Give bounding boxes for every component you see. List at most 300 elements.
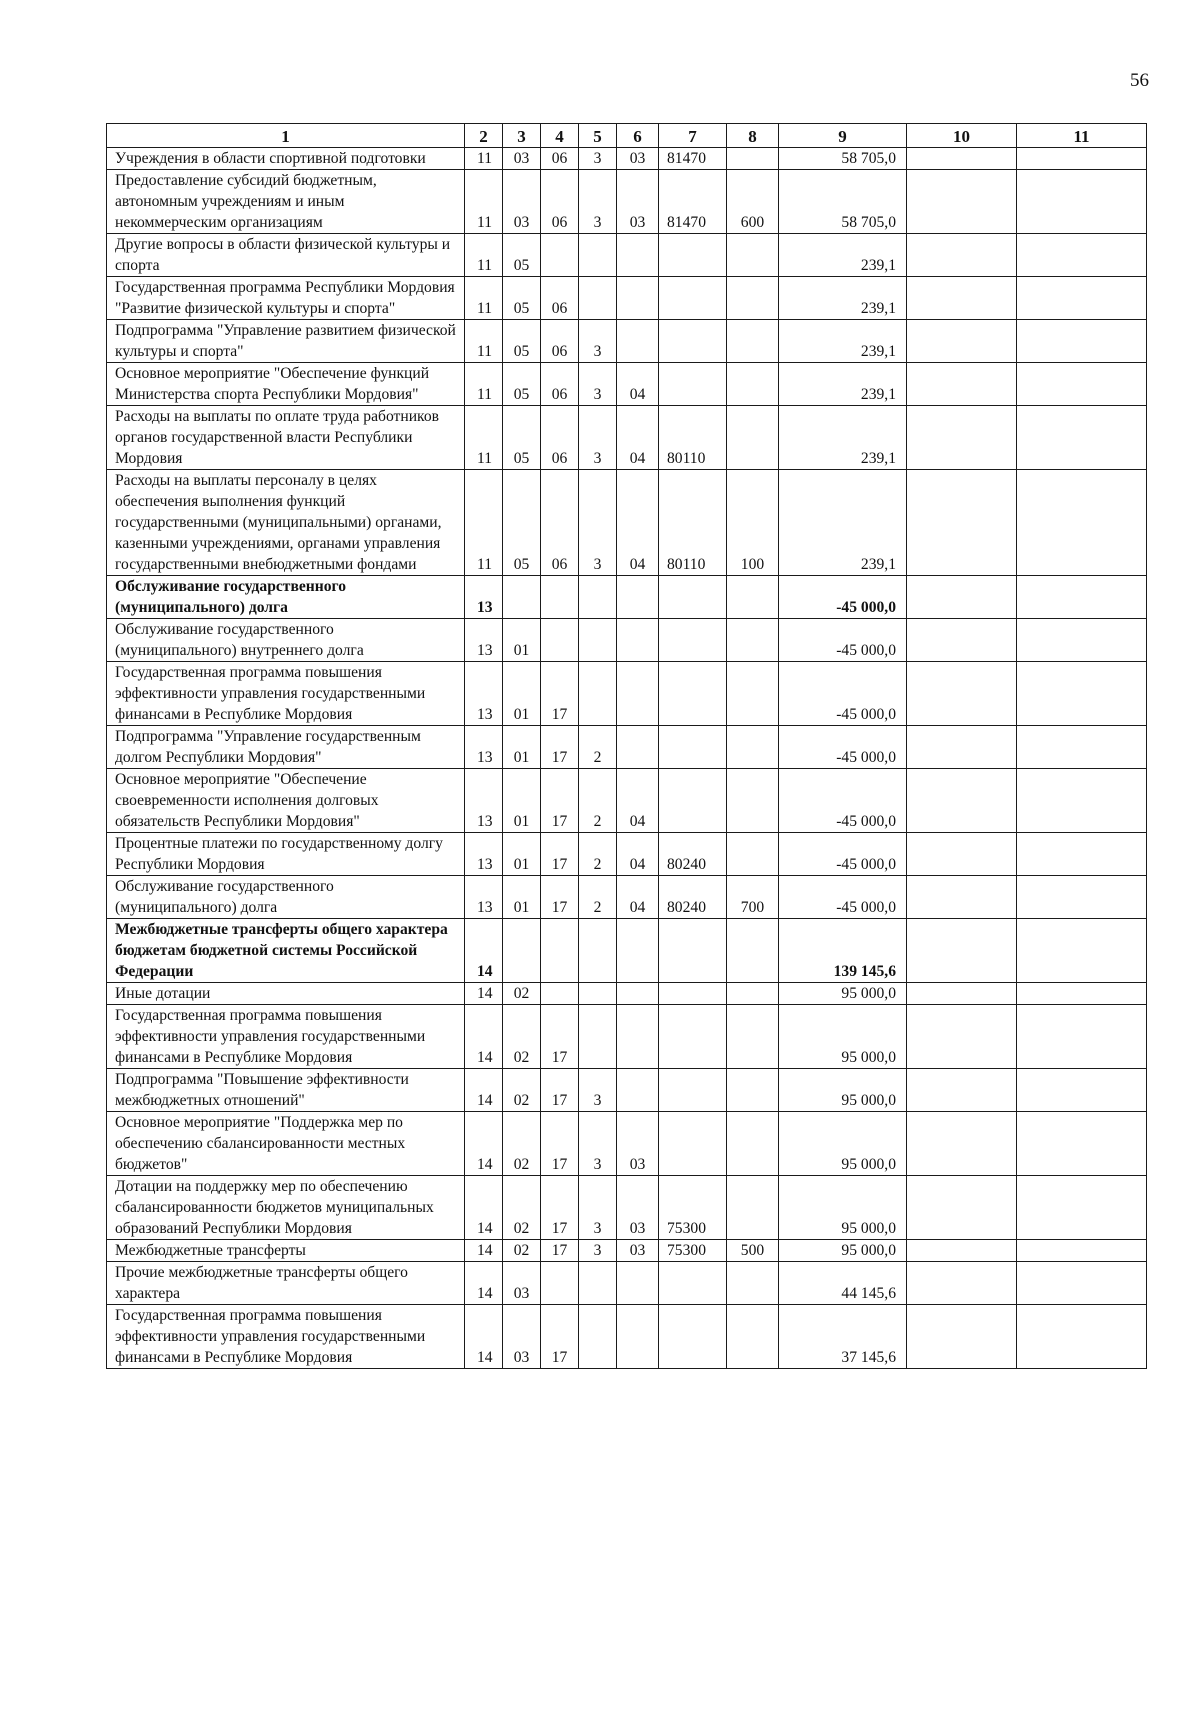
section-code-cell: 14: [465, 1240, 503, 1262]
row-name-cell: Основное мероприятие "Обеспечение функций Министерства спорта Республики Мордовия": [107, 363, 465, 406]
column-header: 10: [907, 124, 1017, 148]
amount-cell: -45 000,0: [779, 619, 907, 662]
table-row: [107, 1240, 1147, 1262]
page-number: 56: [1130, 70, 1149, 91]
expense-type-cell: [727, 234, 779, 277]
column-11-cell: [1017, 769, 1147, 833]
expense-type-cell: [727, 1176, 779, 1240]
subprogram-code-cell: 3: [579, 148, 617, 170]
amount-cell: 58 705,0: [779, 148, 907, 170]
row-name-cell: Обслуживание государственного (муниципального) внутреннего долга: [107, 619, 465, 662]
expense-type-cell: 100: [727, 470, 779, 576]
column-11-cell: [1017, 1262, 1147, 1305]
column-header: 8: [727, 124, 779, 148]
amount-cell: 239,1: [779, 277, 907, 320]
column-10-cell: [907, 619, 1017, 662]
subprogram-code-cell: [579, 277, 617, 320]
expense-type-cell: [727, 983, 779, 1005]
direction-code-cell: [659, 1305, 727, 1369]
section-code-cell: 13: [465, 662, 503, 726]
row-name-cell: Прочие межбюджетные трансферты общего характера: [107, 1262, 465, 1305]
subprogram-code-cell: 3: [579, 1112, 617, 1176]
table-row: [107, 919, 1147, 983]
column-11-cell: [1017, 234, 1147, 277]
row-name-cell: Государственная программа повышения эффективности управления государственными финансами в Республике Мордовия: [107, 1005, 465, 1069]
subsection-code-cell: 05: [503, 470, 541, 576]
section-code-cell: 14: [465, 1305, 503, 1369]
table-row: [107, 662, 1147, 726]
activity-code-cell: 03: [617, 1176, 659, 1240]
column-10-cell: [907, 470, 1017, 576]
subprogram-code-cell: [579, 576, 617, 619]
activity-code-cell: 04: [617, 406, 659, 470]
column-11-cell: [1017, 1240, 1147, 1262]
column-11-cell: [1017, 406, 1147, 470]
program-code-cell: [541, 919, 579, 983]
direction-code-cell: [659, 619, 727, 662]
row-name-cell: Расходы на выплаты персоналу в целях обеспечения выполнения функций государственными (муниципальными) органами, казенными учреждениями, органами управления государственными внебюджетными фондами: [107, 470, 465, 576]
table-row: [107, 1305, 1147, 1369]
column-11-cell: [1017, 470, 1147, 576]
amount-cell: 37 145,6: [779, 1305, 907, 1369]
program-code-cell: 17: [541, 769, 579, 833]
column-10-cell: [907, 726, 1017, 769]
direction-code-cell: 75300: [659, 1240, 727, 1262]
amount-cell: 95 000,0: [779, 983, 907, 1005]
row-name-cell: Государственная программа Республики Мордовия "Развитие физической культуры и спорта": [107, 277, 465, 320]
expense-type-cell: [727, 1112, 779, 1176]
direction-code-cell: [659, 277, 727, 320]
amount-cell: 139 145,6: [779, 919, 907, 983]
column-10-cell: [907, 148, 1017, 170]
amount-cell: 239,1: [779, 406, 907, 470]
section-code-cell: 14: [465, 919, 503, 983]
subsection-code-cell: 01: [503, 619, 541, 662]
subprogram-code-cell: 2: [579, 726, 617, 769]
activity-code-cell: 04: [617, 769, 659, 833]
program-code-cell: [541, 619, 579, 662]
expense-type-cell: [727, 833, 779, 876]
subprogram-code-cell: 3: [579, 1176, 617, 1240]
direction-code-cell: [659, 1005, 727, 1069]
expense-type-cell: [727, 406, 779, 470]
direction-code-cell: 75300: [659, 1176, 727, 1240]
subsection-code-cell: 02: [503, 1112, 541, 1176]
table-row: [107, 576, 1147, 619]
subprogram-code-cell: 3: [579, 320, 617, 363]
subsection-code-cell: 02: [503, 1176, 541, 1240]
expense-type-cell: [727, 320, 779, 363]
table-row: [107, 1176, 1147, 1240]
column-10-cell: [907, 234, 1017, 277]
column-10-cell: [907, 1305, 1017, 1369]
activity-code-cell: [617, 1005, 659, 1069]
direction-code-cell: [659, 1069, 727, 1112]
activity-code-cell: [617, 234, 659, 277]
activity-code-cell: [617, 1305, 659, 1369]
column-10-cell: [907, 1069, 1017, 1112]
subprogram-code-cell: [579, 919, 617, 983]
activity-code-cell: 03: [617, 1240, 659, 1262]
expense-type-cell: [727, 576, 779, 619]
program-code-cell: [541, 234, 579, 277]
program-code-cell: [541, 983, 579, 1005]
expense-type-cell: [727, 769, 779, 833]
direction-code-cell: [659, 983, 727, 1005]
subprogram-code-cell: [579, 1262, 617, 1305]
direction-code-cell: [659, 1112, 727, 1176]
subprogram-code-cell: 3: [579, 406, 617, 470]
activity-code-cell: 03: [617, 170, 659, 234]
activity-code-cell: 04: [617, 876, 659, 919]
column-11-cell: [1017, 1305, 1147, 1369]
expense-type-cell: [727, 1069, 779, 1112]
subsection-code-cell: 01: [503, 833, 541, 876]
row-name-cell: Межбюджетные трансферты: [107, 1240, 465, 1262]
direction-code-cell: [659, 234, 727, 277]
column-11-cell: [1017, 576, 1147, 619]
program-code-cell: 17: [541, 726, 579, 769]
column-10-cell: [907, 1005, 1017, 1069]
section-code-cell: 14: [465, 1005, 503, 1069]
expense-type-cell: [727, 1005, 779, 1069]
row-name-cell: Учреждения в области спортивной подготовки: [107, 148, 465, 170]
activity-code-cell: 04: [617, 470, 659, 576]
subsection-code-cell: 02: [503, 1069, 541, 1112]
subprogram-code-cell: [579, 234, 617, 277]
amount-cell: -45 000,0: [779, 769, 907, 833]
direction-code-cell: [659, 769, 727, 833]
row-name-cell: Дотации на поддержку мер по обеспечению сбалансированности бюджетов муниципальных образований Республики Мордовия: [107, 1176, 465, 1240]
expense-type-cell: [727, 619, 779, 662]
subsection-code-cell: 02: [503, 1005, 541, 1069]
activity-code-cell: 03: [617, 1112, 659, 1176]
column-10-cell: [907, 277, 1017, 320]
subprogram-code-cell: [579, 983, 617, 1005]
section-code-cell: 11: [465, 470, 503, 576]
table-row: [107, 1112, 1147, 1176]
expense-type-cell: [727, 148, 779, 170]
activity-code-cell: [617, 726, 659, 769]
column-header: 11: [1017, 124, 1147, 148]
subsection-code-cell: 03: [503, 1262, 541, 1305]
program-code-cell: 06: [541, 148, 579, 170]
program-code-cell: 06: [541, 277, 579, 320]
subprogram-code-cell: 3: [579, 1240, 617, 1262]
amount-cell: -45 000,0: [779, 662, 907, 726]
column-11-cell: [1017, 833, 1147, 876]
program-code-cell: 17: [541, 1112, 579, 1176]
program-code-cell: 17: [541, 1176, 579, 1240]
subprogram-code-cell: [579, 1305, 617, 1369]
column-10-cell: [907, 406, 1017, 470]
column-10-cell: [907, 1176, 1017, 1240]
section-code-cell: 13: [465, 619, 503, 662]
column-header: 4: [541, 124, 579, 148]
amount-cell: 95 000,0: [779, 1240, 907, 1262]
program-code-cell: 17: [541, 662, 579, 726]
expense-type-cell: [727, 277, 779, 320]
program-code-cell: 17: [541, 833, 579, 876]
direction-code-cell: 80110: [659, 406, 727, 470]
expense-type-cell: 500: [727, 1240, 779, 1262]
program-code-cell: 06: [541, 170, 579, 234]
activity-code-cell: [617, 576, 659, 619]
amount-cell: 58 705,0: [779, 170, 907, 234]
column-11-cell: [1017, 1005, 1147, 1069]
subsection-code-cell: 01: [503, 662, 541, 726]
program-code-cell: 17: [541, 1305, 579, 1369]
amount-cell: 95 000,0: [779, 1176, 907, 1240]
subsection-code-cell: 05: [503, 320, 541, 363]
column-11-cell: [1017, 1176, 1147, 1240]
subsection-code-cell: 03: [503, 170, 541, 234]
amount-cell: -45 000,0: [779, 833, 907, 876]
row-name-cell: Государственная программа повышения эффективности управления государственными финансами в Республике Мордовия: [107, 662, 465, 726]
amount-cell: 95 000,0: [779, 1112, 907, 1176]
column-header-row: [107, 124, 1147, 148]
column-11-cell: [1017, 320, 1147, 363]
row-name-cell: Обслуживание государственного (муниципального) долга: [107, 576, 465, 619]
column-11-cell: [1017, 619, 1147, 662]
column-10-cell: [907, 876, 1017, 919]
column-11-cell: [1017, 662, 1147, 726]
subprogram-code-cell: 3: [579, 170, 617, 234]
activity-code-cell: [617, 277, 659, 320]
subprogram-code-cell: [579, 662, 617, 726]
activity-code-cell: [617, 619, 659, 662]
subsection-code-cell: 05: [503, 277, 541, 320]
expense-type-cell: [727, 1305, 779, 1369]
subprogram-code-cell: 3: [579, 470, 617, 576]
section-code-cell: 13: [465, 726, 503, 769]
table-row: [107, 876, 1147, 919]
subsection-code-cell: 01: [503, 726, 541, 769]
column-11-cell: [1017, 148, 1147, 170]
subsection-code-cell: 01: [503, 769, 541, 833]
column-10-cell: [907, 662, 1017, 726]
program-code-cell: 06: [541, 470, 579, 576]
row-name-cell: Подпрограмма "Управление государственным долгом Республики Мордовия": [107, 726, 465, 769]
amount-cell: 239,1: [779, 234, 907, 277]
activity-code-cell: 04: [617, 363, 659, 406]
column-11-cell: [1017, 876, 1147, 919]
expense-type-cell: [727, 919, 779, 983]
row-name-cell: Предоставление субсидий бюджетным, автономным учреждениям и иным некоммерческим организациям: [107, 170, 465, 234]
table-row: [107, 234, 1147, 277]
table-row: [107, 983, 1147, 1005]
column-11-cell: [1017, 170, 1147, 234]
activity-code-cell: [617, 919, 659, 983]
table-row: [107, 148, 1147, 170]
program-code-cell: [541, 1262, 579, 1305]
column-10-cell: [907, 1112, 1017, 1176]
row-name-cell: Основное мероприятие "Обеспечение своевременности исполнения долговых обязательств Республики Мордовия": [107, 769, 465, 833]
table-row: [107, 470, 1147, 576]
direction-code-cell: 80110: [659, 470, 727, 576]
table-row: [107, 619, 1147, 662]
section-code-cell: 14: [465, 1176, 503, 1240]
subprogram-code-cell: 2: [579, 769, 617, 833]
amount-cell: -45 000,0: [779, 576, 907, 619]
column-11-cell: [1017, 726, 1147, 769]
section-code-cell: 11: [465, 170, 503, 234]
amount-cell: 95 000,0: [779, 1069, 907, 1112]
section-code-cell: 11: [465, 363, 503, 406]
column-10-cell: [907, 919, 1017, 983]
column-header: 7: [659, 124, 727, 148]
activity-code-cell: [617, 983, 659, 1005]
subprogram-code-cell: 2: [579, 876, 617, 919]
program-code-cell: 06: [541, 406, 579, 470]
direction-code-cell: [659, 363, 727, 406]
program-code-cell: 06: [541, 363, 579, 406]
subsection-code-cell: 05: [503, 406, 541, 470]
activity-code-cell: 04: [617, 833, 659, 876]
table-row: [107, 833, 1147, 876]
row-name-cell: Основное мероприятие "Поддержка мер по обеспечению сбалансированности местных бюджетов": [107, 1112, 465, 1176]
row-name-cell: Государственная программа повышения эффективности управления государственными финансами в Республике Мордовия: [107, 1305, 465, 1369]
expense-type-cell: 700: [727, 876, 779, 919]
row-name-cell: Обслуживание государственного (муниципального) долга: [107, 876, 465, 919]
row-name-cell: Расходы на выплаты по оплате труда работников органов государственной власти Республики Мордовия: [107, 406, 465, 470]
activity-code-cell: [617, 662, 659, 726]
column-header: 6: [617, 124, 659, 148]
program-code-cell: 17: [541, 1069, 579, 1112]
subsection-code-cell: 03: [503, 148, 541, 170]
section-code-cell: 11: [465, 320, 503, 363]
subsection-code-cell: 03: [503, 1305, 541, 1369]
direction-code-cell: 81470: [659, 148, 727, 170]
row-name-cell: Подпрограмма "Повышение эффективности межбюджетных отношений": [107, 1069, 465, 1112]
subsection-code-cell: 05: [503, 234, 541, 277]
section-code-cell: 11: [465, 234, 503, 277]
subprogram-code-cell: 3: [579, 363, 617, 406]
section-code-cell: 13: [465, 769, 503, 833]
program-code-cell: 17: [541, 1240, 579, 1262]
table-row: [107, 406, 1147, 470]
column-header: 9: [779, 124, 907, 148]
section-code-cell: 13: [465, 576, 503, 619]
table-row: [107, 769, 1147, 833]
activity-code-cell: [617, 320, 659, 363]
column-10-cell: [907, 576, 1017, 619]
direction-code-cell: [659, 726, 727, 769]
activity-code-cell: [617, 1069, 659, 1112]
column-header: 2: [465, 124, 503, 148]
section-code-cell: 14: [465, 983, 503, 1005]
subsection-code-cell: [503, 576, 541, 619]
amount-cell: 239,1: [779, 470, 907, 576]
table-row: [107, 1069, 1147, 1112]
column-11-cell: [1017, 1112, 1147, 1176]
row-name-cell: Иные дотации: [107, 983, 465, 1005]
column-11-cell: [1017, 277, 1147, 320]
amount-cell: -45 000,0: [779, 876, 907, 919]
expense-type-cell: [727, 1262, 779, 1305]
subsection-code-cell: 05: [503, 363, 541, 406]
table-row: [107, 277, 1147, 320]
column-11-cell: [1017, 1069, 1147, 1112]
table-row: [107, 363, 1147, 406]
row-name-cell: Другие вопросы в области физической культуры и спорта: [107, 234, 465, 277]
column-11-cell: [1017, 919, 1147, 983]
table-row: [107, 1005, 1147, 1069]
column-11-cell: [1017, 983, 1147, 1005]
table-row: [107, 726, 1147, 769]
table-row: [107, 1262, 1147, 1305]
section-code-cell: 11: [465, 406, 503, 470]
section-code-cell: 11: [465, 277, 503, 320]
subsection-code-cell: 02: [503, 1240, 541, 1262]
subsection-code-cell: [503, 919, 541, 983]
amount-cell: 44 145,6: [779, 1262, 907, 1305]
column-10-cell: [907, 1262, 1017, 1305]
column-header: 5: [579, 124, 617, 148]
direction-code-cell: [659, 576, 727, 619]
direction-code-cell: [659, 320, 727, 363]
program-code-cell: 17: [541, 876, 579, 919]
amount-cell: 239,1: [779, 363, 907, 406]
row-name-cell: Подпрограмма "Управление развитием физической культуры и спорта": [107, 320, 465, 363]
direction-code-cell: [659, 919, 727, 983]
section-code-cell: 11: [465, 148, 503, 170]
section-code-cell: 14: [465, 1262, 503, 1305]
column-10-cell: [907, 769, 1017, 833]
section-code-cell: 13: [465, 876, 503, 919]
table-body: [107, 148, 1147, 1369]
subprogram-code-cell: [579, 619, 617, 662]
section-code-cell: 14: [465, 1069, 503, 1112]
subprogram-code-cell: 3: [579, 1069, 617, 1112]
expense-type-cell: [727, 726, 779, 769]
amount-cell: 239,1: [779, 320, 907, 363]
column-10-cell: [907, 363, 1017, 406]
column-10-cell: [907, 320, 1017, 363]
subprogram-code-cell: 2: [579, 833, 617, 876]
table-row: [107, 320, 1147, 363]
section-code-cell: 13: [465, 833, 503, 876]
expense-type-cell: [727, 662, 779, 726]
column-10-cell: [907, 170, 1017, 234]
table-row: [107, 170, 1147, 234]
amount-cell: -45 000,0: [779, 726, 907, 769]
column-header: 1: [107, 124, 465, 148]
column-header: 3: [503, 124, 541, 148]
activity-code-cell: 03: [617, 148, 659, 170]
column-11-cell: [1017, 363, 1147, 406]
budget-table: [106, 123, 1147, 1369]
direction-code-cell: 80240: [659, 876, 727, 919]
subsection-code-cell: 02: [503, 983, 541, 1005]
column-10-cell: [907, 983, 1017, 1005]
row-name-cell: Процентные платежи по государственному долгу Республики Мордовия: [107, 833, 465, 876]
direction-code-cell: [659, 1262, 727, 1305]
direction-code-cell: [659, 662, 727, 726]
activity-code-cell: [617, 1262, 659, 1305]
column-10-cell: [907, 833, 1017, 876]
expense-type-cell: [727, 363, 779, 406]
program-code-cell: 06: [541, 320, 579, 363]
amount-cell: 95 000,0: [779, 1005, 907, 1069]
subsection-code-cell: 01: [503, 876, 541, 919]
section-code-cell: 14: [465, 1112, 503, 1176]
column-10-cell: [907, 1240, 1017, 1262]
expense-type-cell: 600: [727, 170, 779, 234]
row-name-cell: Межбюджетные трансферты общего характера бюджетам бюджетной системы Российской Федерации: [107, 919, 465, 983]
program-code-cell: 17: [541, 1005, 579, 1069]
direction-code-cell: 80240: [659, 833, 727, 876]
